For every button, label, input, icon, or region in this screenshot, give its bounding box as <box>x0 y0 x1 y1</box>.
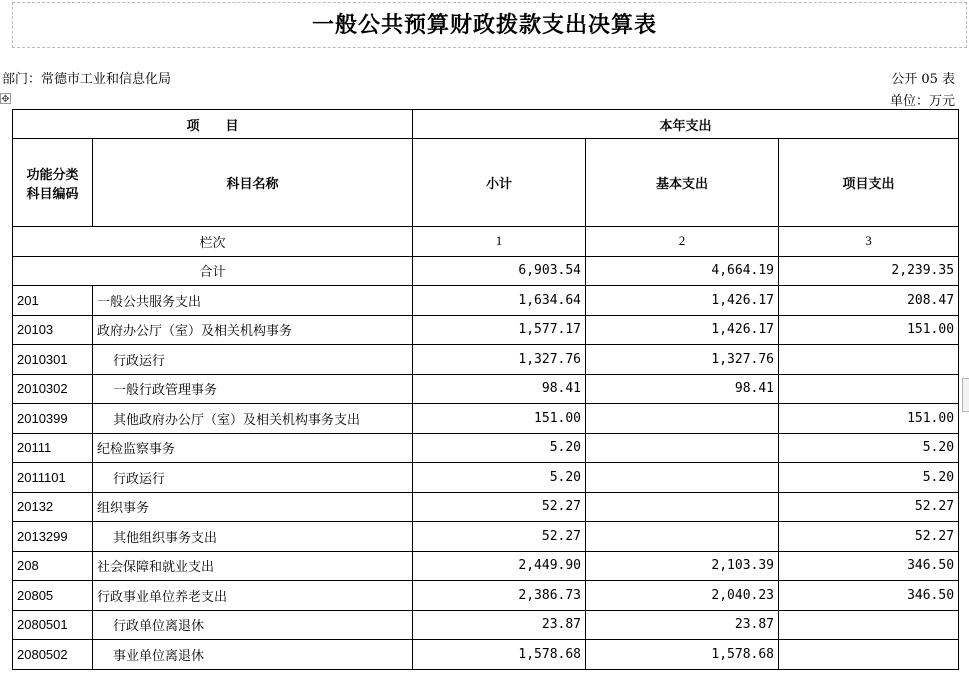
row-basic: 2,040.23 <box>586 581 779 611</box>
row-name: 其他政府办公厅（室）及相关机构事务支出 <box>93 404 413 434</box>
table-row <box>13 492 959 522</box>
row-name: 组织事务 <box>93 492 413 522</box>
row-name: 其他组织事务支出 <box>93 522 413 552</box>
row-project <box>779 610 959 640</box>
table-row <box>13 551 959 581</box>
row-name: 社会保障和就业支出 <box>93 551 413 581</box>
table-row <box>13 433 959 463</box>
header-row-2 <box>13 139 959 227</box>
row-name: 行政单位离退休 <box>93 610 413 640</box>
subtotal-header: 小计 <box>413 139 586 227</box>
row-code: 20132 <box>13 492 93 522</box>
column-index-label: 栏次 <box>13 227 413 257</box>
row-basic: 1,426.17 <box>586 286 779 316</box>
project-header: 项 目 <box>13 110 413 139</box>
table-row <box>13 522 959 552</box>
row-subtotal: 5.20 <box>413 433 586 463</box>
row-basic: 1,327.76 <box>586 345 779 375</box>
table-move-handle-icon[interactable]: ✥ <box>1 94 10 105</box>
function-code-header-line1: 功能分类 <box>26 167 79 183</box>
row-code: 2080502 <box>13 640 93 670</box>
row-code: 2010399 <box>13 404 93 434</box>
row-project <box>779 374 959 404</box>
row-code: 20805 <box>13 581 93 611</box>
current-year-header: 本年支出 <box>413 110 959 139</box>
column-index-2: 2 <box>586 227 779 257</box>
row-code: 2011101 <box>13 463 93 493</box>
row-code: 208 <box>13 551 93 581</box>
table-row <box>13 374 959 404</box>
row-basic <box>586 404 779 434</box>
row-project: 208.47 <box>779 286 959 316</box>
side-scroll-tab[interactable] <box>962 378 969 412</box>
page-title: 一般公共预算财政拨款支出决算表 <box>311 12 657 38</box>
project-expense-header: 项目支出 <box>779 139 959 227</box>
row-subtotal: 23.87 <box>413 610 586 640</box>
row-project <box>779 640 959 670</box>
row-basic: 1,426.17 <box>586 315 779 345</box>
form-number: 公开 05 表 <box>891 72 955 87</box>
column-index-1: 1 <box>413 227 586 257</box>
row-subtotal: 1,578.68 <box>413 640 586 670</box>
row-subtotal: 52.27 <box>413 492 586 522</box>
table-row <box>13 581 959 611</box>
row-project: 151.00 <box>779 404 959 434</box>
total-row <box>13 256 959 286</box>
budget-table <box>12 109 959 670</box>
row-name: 行政事业单位养老支出 <box>93 581 413 611</box>
row-project <box>779 345 959 375</box>
column-index-3: 3 <box>779 227 959 257</box>
row-basic <box>586 463 779 493</box>
total-project: 2,239.35 <box>779 256 959 286</box>
row-basic: 98.41 <box>586 374 779 404</box>
row-subtotal: 52.27 <box>413 522 586 552</box>
row-subtotal: 2,386.73 <box>413 581 586 611</box>
row-code: 2080501 <box>13 610 93 640</box>
table-row <box>13 286 959 316</box>
row-basic <box>586 492 779 522</box>
row-subtotal: 1,327.76 <box>413 345 586 375</box>
row-subtotal: 1,577.17 <box>413 315 586 345</box>
row-subtotal: 1,634.64 <box>413 286 586 316</box>
subject-name-header: 科目名称 <box>93 139 413 227</box>
total-basic: 4,664.19 <box>586 256 779 286</box>
row-project: 52.27 <box>779 492 959 522</box>
function-code-header-line2: 科目编码 <box>26 186 79 202</box>
row-code: 20111 <box>13 433 93 463</box>
row-code: 2010302 <box>13 374 93 404</box>
table-row <box>13 640 959 670</box>
row-project: 52.27 <box>779 522 959 552</box>
basic-expense-header: 基本支出 <box>586 139 779 227</box>
total-label: 合计 <box>13 256 413 286</box>
row-subtotal: 151.00 <box>413 404 586 434</box>
row-code: 201 <box>13 286 93 316</box>
function-code-header <box>13 139 93 227</box>
row-basic <box>586 433 779 463</box>
row-code: 2010301 <box>13 345 93 375</box>
table-row <box>13 610 959 640</box>
row-basic: 2,103.39 <box>586 551 779 581</box>
row-subtotal: 5.20 <box>413 463 586 493</box>
row-project: 346.50 <box>779 551 959 581</box>
table-row <box>13 315 959 345</box>
table-row <box>13 404 959 434</box>
row-code: 2013299 <box>13 522 93 552</box>
header-row-1 <box>13 110 959 139</box>
row-name: 政府办公厅（室）及相关机构事务 <box>93 315 413 345</box>
table-row <box>13 463 959 493</box>
total-subtotal: 6,903.54 <box>413 256 586 286</box>
row-name: 一般行政管理事务 <box>93 374 413 404</box>
row-name: 行政运行 <box>93 345 413 375</box>
row-project: 5.20 <box>779 463 959 493</box>
row-subtotal: 98.41 <box>413 374 586 404</box>
row-name: 事业单位离退休 <box>93 640 413 670</box>
table-row <box>13 345 959 375</box>
row-name: 纪检监察事务 <box>93 433 413 463</box>
row-project: 346.50 <box>779 581 959 611</box>
row-code: 20103 <box>13 315 93 345</box>
row-name: 一般公共服务支出 <box>93 286 413 316</box>
row-project: 151.00 <box>779 315 959 345</box>
row-project: 5.20 <box>779 433 959 463</box>
column-index-row <box>13 227 959 257</box>
row-basic: 23.87 <box>586 610 779 640</box>
row-name: 行政运行 <box>93 463 413 493</box>
unit-label: 单位：万元 <box>889 94 955 109</box>
row-basic <box>586 522 779 552</box>
department-label: 部门：常德市工业和信息化局 <box>2 72 172 87</box>
row-subtotal: 2,449.90 <box>413 551 586 581</box>
row-basic: 1,578.68 <box>586 640 779 670</box>
